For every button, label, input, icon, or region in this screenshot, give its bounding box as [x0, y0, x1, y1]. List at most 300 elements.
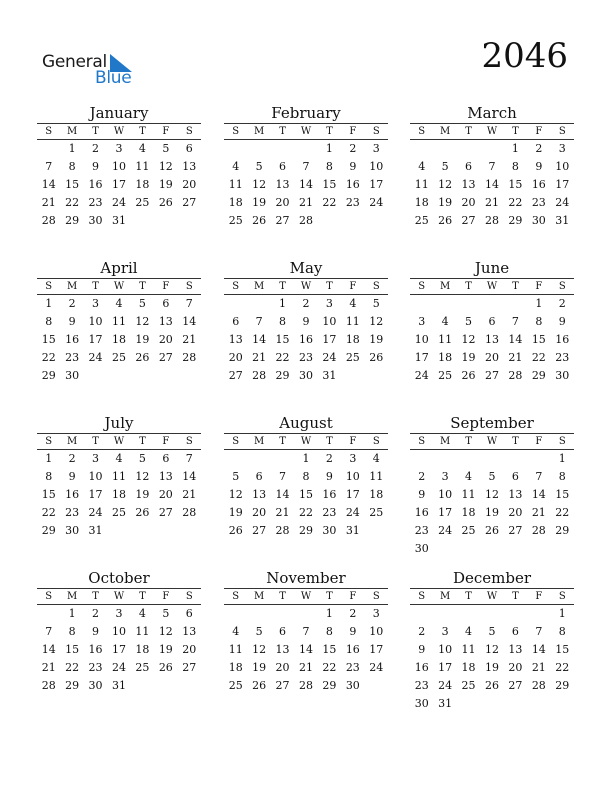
day-cell: 13: [228, 333, 243, 346]
day-cell: 7: [488, 160, 496, 173]
weekday-label: S: [45, 591, 53, 602]
day-cell: 24: [438, 524, 453, 537]
day-cell: 4: [232, 160, 240, 173]
day-cell: 8: [68, 625, 76, 638]
day-cell: 15: [555, 643, 570, 656]
day-cell: 12: [228, 488, 243, 501]
day-cell: 26: [484, 524, 499, 537]
weekday-label: M: [440, 591, 451, 602]
generalblue-logo: [42, 52, 142, 90]
day-cell: 19: [369, 333, 384, 346]
day-cell: [224, 140, 247, 158]
day-cell: 20: [182, 178, 197, 191]
day-cell: 30: [322, 524, 337, 537]
week-row: [37, 295, 201, 313]
weekday-label: W: [113, 436, 125, 447]
day-cell: [154, 677, 177, 695]
day-cell: 13: [158, 470, 173, 483]
week-row: [37, 641, 201, 659]
month-january: [37, 105, 201, 230]
day-cell: [527, 605, 550, 623]
day-cell: [154, 367, 177, 385]
month-september: [410, 415, 574, 558]
day-cell: 15: [298, 488, 313, 501]
day-cell: 25: [414, 214, 429, 227]
day-cell: 21: [275, 506, 290, 519]
day-cell: 31: [345, 524, 360, 537]
weekday-label: S: [45, 436, 53, 447]
day-cell: 5: [255, 625, 263, 638]
weekday-header: [37, 124, 201, 139]
day-cell: 20: [508, 506, 523, 519]
day-cell: 1: [325, 142, 333, 155]
day-cell: 29: [41, 524, 56, 537]
day-cell: 25: [369, 506, 384, 519]
day-cell: 14: [182, 315, 197, 328]
weekday-label: F: [535, 591, 543, 602]
day-cell: 14: [484, 178, 499, 191]
day-cell: 18: [228, 661, 243, 674]
day-cell: [271, 140, 294, 158]
day-cell: 25: [461, 524, 476, 537]
day-cell: 15: [322, 643, 337, 656]
weekday-label: M: [67, 281, 78, 292]
day-cell: 20: [508, 661, 523, 674]
day-cell: 19: [252, 661, 267, 674]
day-cell: 9: [418, 643, 426, 656]
day-cell: [224, 295, 247, 313]
day-cell: 25: [345, 351, 360, 364]
day-cell: [480, 295, 503, 313]
day-cell: 26: [158, 661, 173, 674]
day-cell: 15: [322, 178, 337, 191]
weekday-label: T: [139, 126, 146, 137]
weekday-label: S: [232, 281, 240, 292]
day-cell: 22: [508, 196, 523, 209]
week-row: [37, 331, 201, 349]
day-cell: 16: [555, 333, 570, 346]
day-cell: 9: [302, 315, 310, 328]
month-name: September: [450, 414, 534, 432]
week-row: [224, 313, 388, 331]
day-cell: 28: [41, 679, 56, 692]
day-cell: 2: [68, 452, 76, 465]
day-cell: [154, 522, 177, 540]
day-cell: 23: [414, 524, 429, 537]
week-row: [224, 158, 388, 176]
day-cell: 5: [488, 625, 496, 638]
day-cell: 9: [349, 160, 357, 173]
day-cell: [294, 605, 317, 623]
day-cell: 17: [369, 178, 384, 191]
day-cell: 9: [92, 625, 100, 638]
day-cell: 3: [115, 142, 123, 155]
weekday-header: [37, 279, 201, 294]
weekday-label: T: [465, 126, 472, 137]
weekday-label: W: [300, 591, 312, 602]
day-cell: 23: [345, 661, 360, 674]
week-row: [224, 194, 388, 212]
day-cell: 29: [531, 369, 546, 382]
day-cell: 25: [228, 214, 243, 227]
day-cell: [433, 540, 456, 558]
week-row: [224, 677, 388, 695]
day-cell: 3: [418, 315, 426, 328]
day-cell: 27: [182, 661, 197, 674]
day-cell: 6: [232, 315, 240, 328]
day-cell: 1: [558, 607, 566, 620]
day-cell: 1: [45, 452, 53, 465]
month-march: [410, 105, 574, 230]
day-cell: 10: [438, 643, 453, 656]
weekday-label: S: [418, 281, 426, 292]
day-cell: 23: [65, 351, 80, 364]
day-cell: [341, 212, 364, 230]
day-cell: 27: [461, 214, 476, 227]
day-cell: 23: [88, 661, 103, 674]
day-cell: 29: [555, 524, 570, 537]
day-cell: 1: [68, 607, 76, 620]
weekday-label: T: [465, 281, 472, 292]
day-cell: 4: [372, 452, 380, 465]
week-row: [410, 486, 574, 504]
weekday-label: S: [232, 436, 240, 447]
weekday-label: W: [486, 436, 498, 447]
week-row: [410, 540, 574, 558]
day-cell: 12: [438, 178, 453, 191]
day-cell: 16: [88, 178, 103, 191]
day-cell: 22: [65, 196, 80, 209]
day-cell: 11: [135, 625, 150, 638]
day-cell: 8: [302, 470, 310, 483]
day-cell: 27: [158, 351, 173, 364]
day-cell: 22: [41, 506, 56, 519]
day-cell: 29: [65, 214, 80, 227]
day-cell: 22: [41, 351, 56, 364]
day-cell: 23: [414, 679, 429, 692]
week-row: [37, 486, 201, 504]
week-row: [37, 176, 201, 194]
month-february: [224, 105, 388, 230]
day-cell: 8: [45, 315, 53, 328]
day-cell: [365, 212, 388, 230]
day-cell: 2: [349, 607, 357, 620]
day-cell: 11: [438, 333, 453, 346]
day-cell: 6: [162, 297, 170, 310]
day-cell: 22: [322, 661, 337, 674]
day-cell: 6: [465, 160, 473, 173]
day-cell: [247, 450, 270, 468]
day-cell: 26: [158, 196, 173, 209]
weekday-label: F: [349, 436, 357, 447]
week-row: [410, 313, 574, 331]
day-cell: 5: [138, 297, 146, 310]
day-cell: 10: [88, 470, 103, 483]
day-cell: 29: [508, 214, 523, 227]
day-cell: 14: [41, 643, 56, 656]
weekday-label: F: [162, 436, 170, 447]
day-cell: 24: [369, 661, 384, 674]
day-cell: 18: [111, 333, 126, 346]
day-cell: 30: [88, 679, 103, 692]
day-cell: 10: [345, 470, 360, 483]
weekday-label: M: [254, 281, 265, 292]
day-cell: 16: [345, 643, 360, 656]
day-cell: [504, 605, 527, 623]
weekday-label: M: [440, 281, 451, 292]
weekday-header: [224, 124, 388, 139]
day-cell: 26: [228, 524, 243, 537]
weekday-label: T: [139, 436, 146, 447]
day-cell: 21: [182, 333, 197, 346]
day-cell: 28: [531, 679, 546, 692]
day-cell: 31: [88, 524, 103, 537]
day-cell: [131, 212, 154, 230]
day-cell: 23: [531, 196, 546, 209]
day-cell: 23: [65, 506, 80, 519]
day-cell: 10: [555, 160, 570, 173]
week-row: [224, 623, 388, 641]
day-cell: 28: [298, 679, 313, 692]
day-cell: 12: [158, 160, 173, 173]
day-cell: 17: [369, 643, 384, 656]
weekday-label: T: [92, 281, 99, 292]
day-cell: 19: [438, 196, 453, 209]
day-cell: 7: [45, 625, 53, 638]
day-cell: 21: [41, 661, 56, 674]
day-cell: [131, 522, 154, 540]
day-cell: 30: [414, 697, 429, 710]
day-cell: 30: [65, 524, 80, 537]
day-cell: 6: [185, 142, 193, 155]
day-cell: 17: [111, 643, 126, 656]
weekday-label: F: [349, 591, 357, 602]
logo-text-blue: Blue: [95, 68, 132, 88]
day-cell: [504, 450, 527, 468]
day-cell: 27: [252, 524, 267, 537]
day-cell: 29: [41, 369, 56, 382]
week-row: [410, 331, 574, 349]
day-cell: 26: [369, 351, 384, 364]
weekday-label: W: [486, 281, 498, 292]
day-cell: 4: [418, 160, 426, 173]
day-cell: 7: [302, 625, 310, 638]
weekday-label: T: [465, 591, 472, 602]
day-cell: 26: [461, 369, 476, 382]
day-cell: 8: [68, 160, 76, 173]
day-cell: 21: [531, 506, 546, 519]
day-cell: [365, 522, 388, 540]
weekday-label: S: [558, 281, 566, 292]
weekday-header: [410, 434, 574, 449]
day-cell: 25: [111, 506, 126, 519]
day-cell: 4: [349, 297, 357, 310]
day-cell: 12: [252, 643, 267, 656]
day-cell: 24: [438, 679, 453, 692]
day-cell: 1: [68, 142, 76, 155]
day-cell: [433, 450, 456, 468]
day-cell: 27: [275, 214, 290, 227]
day-cell: 15: [508, 178, 523, 191]
day-cell: 4: [465, 470, 473, 483]
day-cell: [480, 605, 503, 623]
weekday-label: W: [113, 591, 125, 602]
day-cell: 30: [298, 369, 313, 382]
week-row: [37, 468, 201, 486]
day-cell: 2: [418, 625, 426, 638]
day-cell: 30: [345, 679, 360, 692]
weekday-header: [410, 124, 574, 139]
day-cell: [224, 605, 247, 623]
day-cell: 16: [88, 643, 103, 656]
week-row: [224, 212, 388, 230]
weekday-label: T: [512, 281, 519, 292]
day-cell: 28: [298, 214, 313, 227]
day-cell: 8: [279, 315, 287, 328]
day-cell: 2: [68, 297, 76, 310]
day-cell: 6: [488, 315, 496, 328]
day-cell: 5: [441, 160, 449, 173]
day-cell: 24: [414, 369, 429, 382]
day-cell: [131, 367, 154, 385]
week-row: [37, 194, 201, 212]
week-row: [37, 158, 201, 176]
day-cell: 2: [325, 452, 333, 465]
day-cell: 3: [349, 452, 357, 465]
month-name: October: [88, 569, 150, 587]
day-cell: 13: [461, 178, 476, 191]
day-cell: 17: [88, 488, 103, 501]
day-cell: 24: [555, 196, 570, 209]
week-row: [224, 486, 388, 504]
day-cell: 16: [322, 488, 337, 501]
day-cell: [480, 450, 503, 468]
weekday-header: [224, 589, 388, 604]
weekday-label: W: [486, 126, 498, 137]
day-cell: 21: [298, 661, 313, 674]
day-cell: 7: [535, 625, 543, 638]
day-cell: 13: [158, 315, 173, 328]
day-cell: 19: [228, 506, 243, 519]
day-cell: 22: [275, 351, 290, 364]
day-cell: 19: [158, 178, 173, 191]
day-cell: [178, 367, 201, 385]
day-cell: 11: [369, 470, 384, 483]
day-cell: 6: [255, 470, 263, 483]
logo-text-general: General: [42, 52, 107, 72]
day-cell: 20: [461, 196, 476, 209]
week-row: [224, 349, 388, 367]
day-cell: [457, 140, 480, 158]
week-row: [37, 522, 201, 540]
day-cell: 3: [441, 470, 449, 483]
week-row: [410, 212, 574, 230]
day-cell: 3: [372, 607, 380, 620]
weekday-label: F: [349, 281, 357, 292]
day-cell: 10: [111, 625, 126, 638]
day-cell: 18: [228, 196, 243, 209]
day-cell: [527, 695, 550, 713]
day-cell: 24: [111, 661, 126, 674]
day-cell: 25: [461, 679, 476, 692]
day-cell: 21: [484, 196, 499, 209]
week-row: [224, 659, 388, 677]
day-cell: 18: [438, 351, 453, 364]
day-cell: [480, 140, 503, 158]
day-cell: [504, 695, 527, 713]
day-cell: 4: [232, 625, 240, 638]
day-cell: 6: [279, 625, 287, 638]
day-cell: 10: [111, 160, 126, 173]
day-cell: 22: [65, 661, 80, 674]
day-cell: 11: [345, 315, 360, 328]
week-row: [37, 367, 201, 385]
day-cell: 27: [275, 679, 290, 692]
day-cell: 23: [88, 196, 103, 209]
weekday-label: W: [300, 126, 312, 137]
day-cell: 24: [111, 196, 126, 209]
day-cell: 2: [535, 142, 543, 155]
day-cell: [178, 522, 201, 540]
day-cell: 18: [461, 506, 476, 519]
week-row: [37, 140, 201, 158]
day-cell: 28: [484, 214, 499, 227]
day-cell: [341, 367, 364, 385]
month-name: March: [467, 104, 517, 122]
day-cell: 8: [558, 470, 566, 483]
day-cell: 28: [531, 524, 546, 537]
day-cell: 28: [182, 351, 197, 364]
day-cell: 18: [135, 178, 150, 191]
weekday-label: S: [185, 126, 193, 137]
day-cell: 24: [322, 351, 337, 364]
weekday-label: M: [67, 126, 78, 137]
day-cell: 30: [414, 542, 429, 555]
day-cell: 27: [228, 369, 243, 382]
weekday-label: M: [254, 126, 265, 137]
week-row: [224, 504, 388, 522]
day-cell: 19: [484, 661, 499, 674]
weekday-label: F: [535, 126, 543, 137]
week-row: [37, 605, 201, 623]
day-cell: 19: [135, 488, 150, 501]
day-cell: 10: [438, 488, 453, 501]
day-cell: 11: [414, 178, 429, 191]
day-cell: [457, 295, 480, 313]
day-cell: 20: [484, 351, 499, 364]
day-cell: 2: [302, 297, 310, 310]
day-cell: 17: [555, 178, 570, 191]
day-cell: 15: [65, 178, 80, 191]
day-cell: [480, 695, 503, 713]
weekday-label: F: [349, 126, 357, 137]
day-cell: 27: [182, 196, 197, 209]
week-row: [410, 504, 574, 522]
day-cell: 23: [345, 196, 360, 209]
day-cell: [178, 212, 201, 230]
day-cell: 30: [555, 369, 570, 382]
week-row: [37, 504, 201, 522]
day-cell: 19: [484, 506, 499, 519]
day-cell: 22: [298, 506, 313, 519]
weekday-label: T: [512, 126, 519, 137]
day-cell: 11: [135, 160, 150, 173]
week-row: [224, 295, 388, 313]
day-cell: 4: [115, 452, 123, 465]
day-cell: 15: [275, 333, 290, 346]
day-cell: 9: [349, 625, 357, 638]
day-cell: 3: [558, 142, 566, 155]
